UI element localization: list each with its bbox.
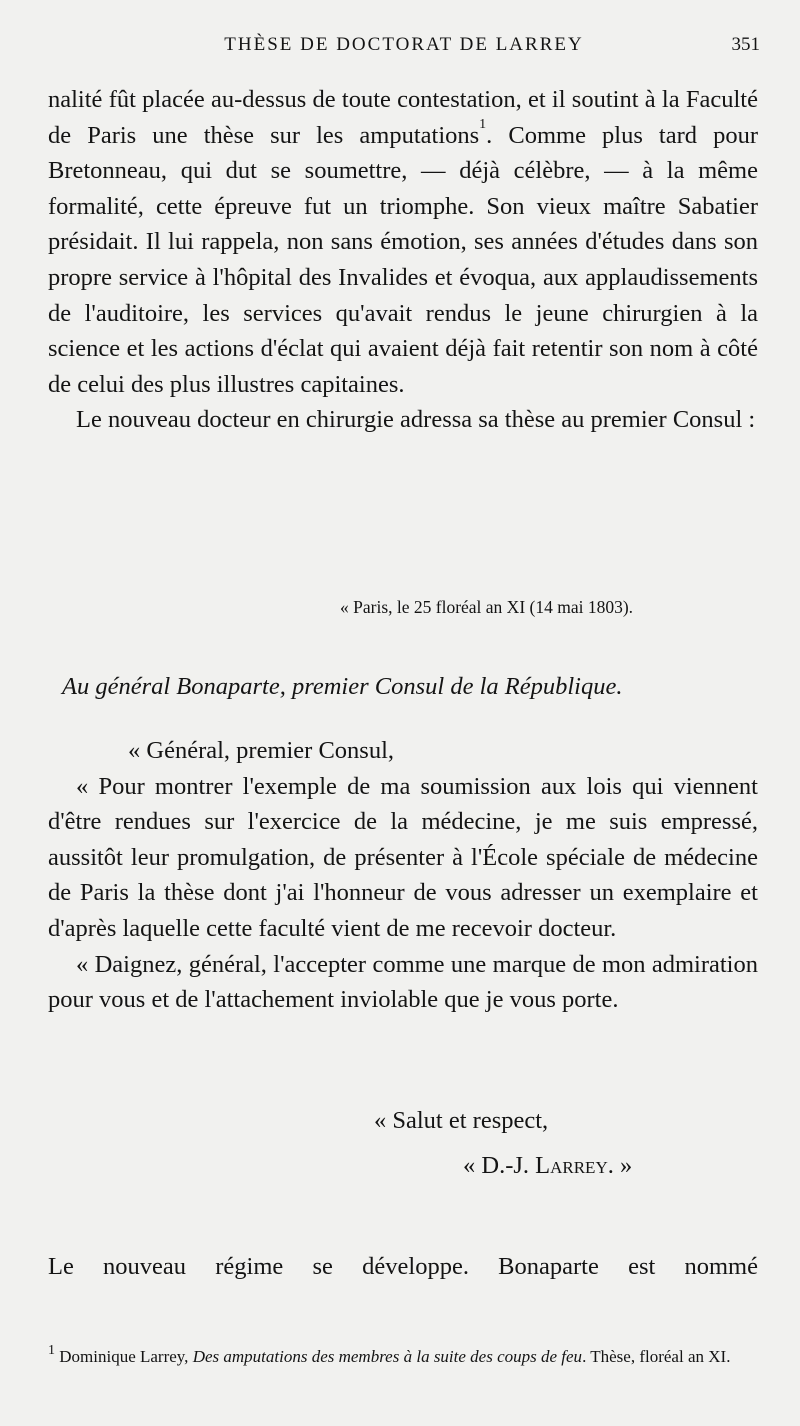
letter-body <box>48 733 758 1018</box>
page-header <box>48 30 760 64</box>
footnote-rest: . Thèse, floréal an XI. <box>582 1347 731 1366</box>
main-text <box>48 82 758 438</box>
footnote-reference: 1 <box>479 116 487 132</box>
signature-close: . » <box>607 1152 633 1179</box>
letter-address: Au général Bonaparte, premier Consul de la République. <box>62 673 623 700</box>
footnote-mark: 1 <box>48 1343 55 1358</box>
letter-closing: « Salut et respect, <box>374 1107 549 1134</box>
letter-signature <box>463 1152 632 1180</box>
letter-date-line: « Paris, le 25 floréal an XI (14 mai 1803). <box>340 597 634 617</box>
paragraph-text-continued: . Comme plus tard pour Bretonneau, qui dut se soumettre, — déjà célèbre, — à la même formalité, cette épreuve fut un triomphe. Son vieux maître Sabatier présidait. Il lui rappela, non sans émotion, ses années d'études dans son propre service à l'hôpital des Invalides et évoqua, aux applaudissements de l'auditoire, les services qu'avait rendus le jeune chirurgien à la science et les actions d'éclat qui avaient déjà fait retentir son nom à côté de celui des plus illustres capitaines. <box>48 121 758 398</box>
footnote-author: Dominique Larrey, <box>59 1347 189 1366</box>
page-number: 351 <box>731 34 760 55</box>
letter-paragraph-1: « Pour montrer l'exemple de ma soumission aux lois qui viennent d'être rendues sur l'exercice de la médecine, je me suis empressé, aussitôt leur promulgation, de présenter à l'École spéciale de médecine de Paris la thèse dont j'ai l'honneur de vous adresser un exemplaire et d'après laquelle cette faculté vient de me recevoir docteur. <box>48 772 758 942</box>
signature-open: « D.-J. <box>463 1152 536 1179</box>
closing-line: Le nouveau régime se développe. Bonaparte est nommé <box>48 1253 758 1280</box>
paragraph-text: nalité fût placée au-dessus de toute contestation, et il soutint à la Faculté de Paris une thèse sur les amputations <box>48 86 758 149</box>
signature-name: Larrey <box>535 1152 608 1179</box>
running-title: THÈSE DE DOCTORAT DE LARREY <box>224 34 584 55</box>
paragraph-amputations <box>48 82 758 402</box>
footnote-title: Des amputations des membres à la suite des coups de feu <box>192 1347 583 1366</box>
letter-salutation: « Général, premier Consul, <box>128 737 395 764</box>
paragraph-consul: Le nouveau docteur en chirurgie adressa sa thèse au premier Consul : <box>76 406 756 434</box>
letter-paragraph-2: « Daignez, général, l'accepter comme une marque de mon admiration pour vous et de l'attachement inviolable que je vous porte. <box>48 950 758 1014</box>
footnote <box>48 1344 762 1370</box>
